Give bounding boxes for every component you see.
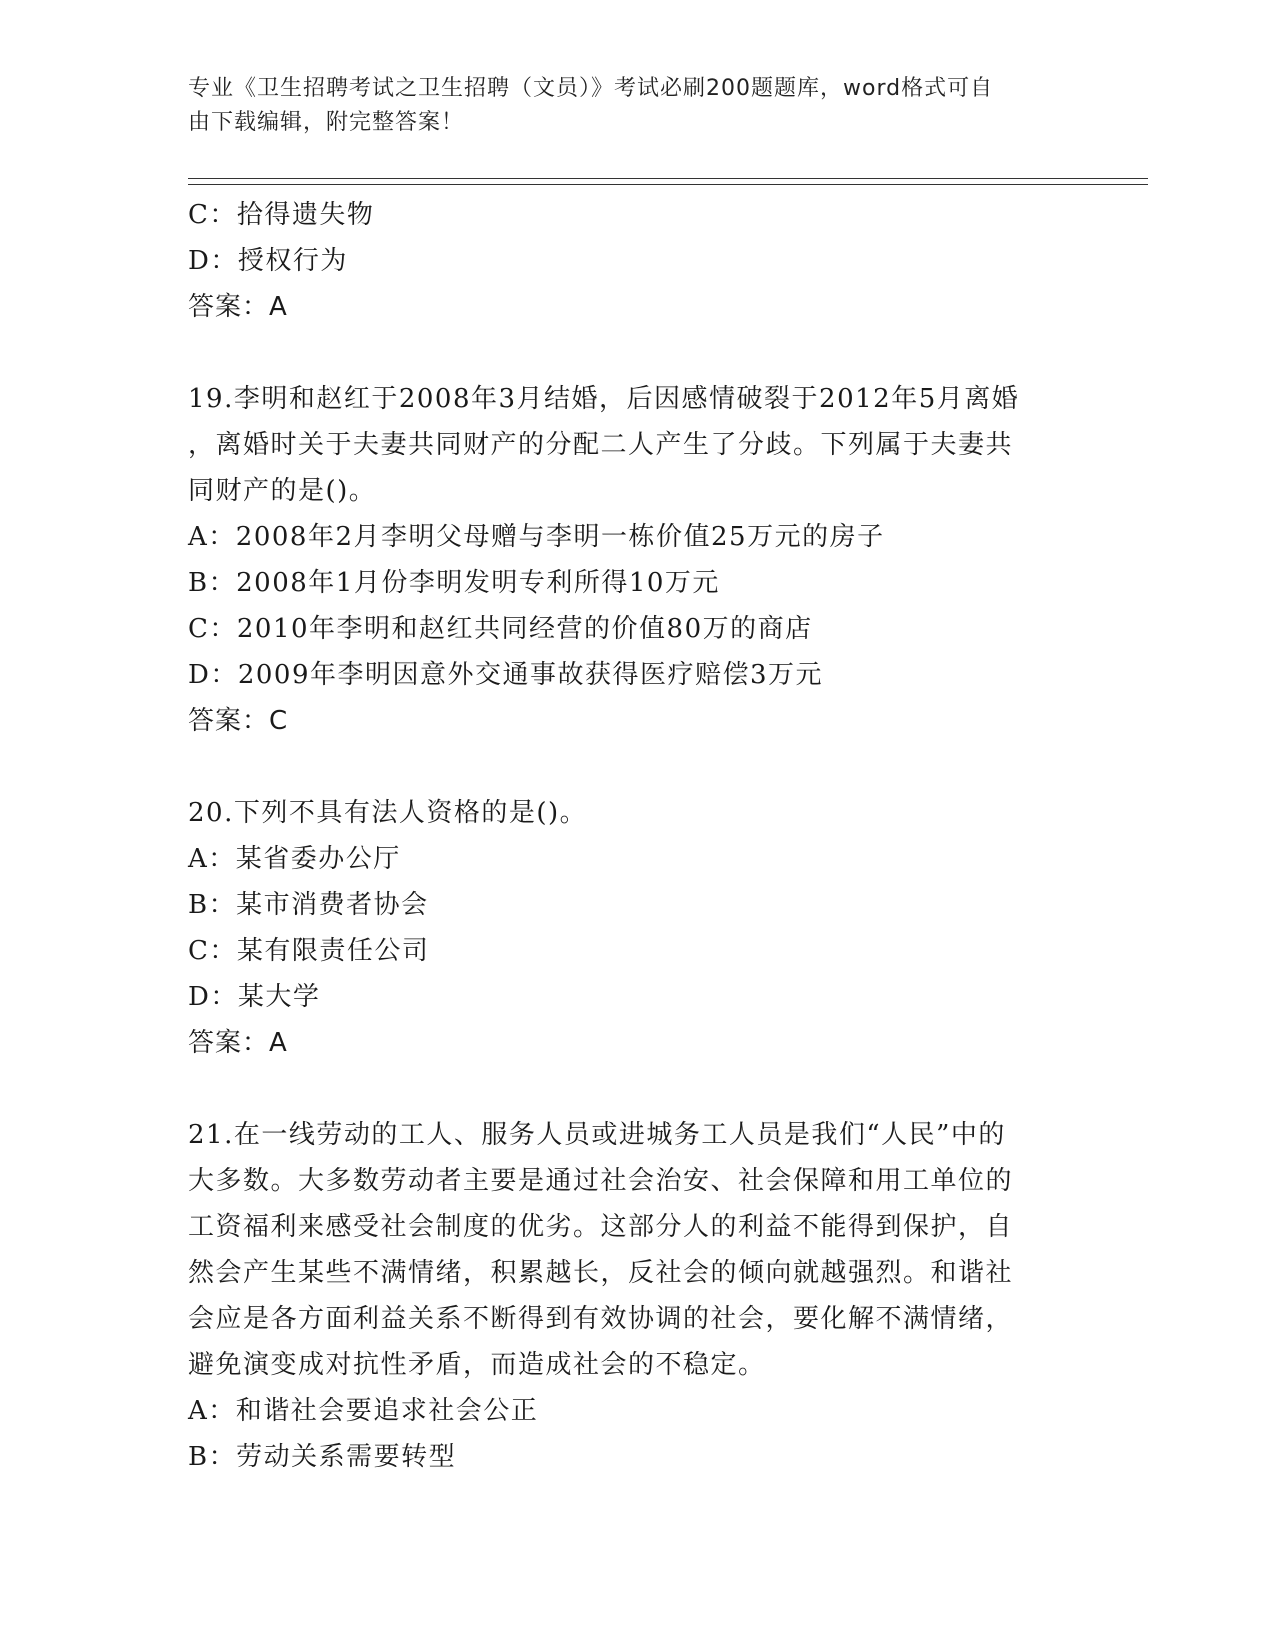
option-c: C：拾得遗失物	[188, 200, 375, 230]
question-20	[188, 790, 1088, 1066]
stem-line: 21.在一线劳动的工人、服务人员或进城务工人员是我们“人民”中的	[188, 1120, 1006, 1150]
stem-line: 19.李明和赵红于2008年3月结婚，后因感情破裂于2012年5月离婚	[188, 384, 1020, 414]
stem-line: 同财产的是()。	[188, 476, 377, 506]
option-b: B：2008年1月份李明发明专利所得10万元	[188, 568, 720, 598]
option-a: A：某省委办公厅	[188, 844, 401, 874]
question-stem	[188, 790, 1068, 836]
stem-line: ，离婚时关于夫妻共同财产的分配二人产生了分歧。下列属于夫妻共	[188, 430, 1014, 460]
header-line-1: 专业《卫生招聘考试之卫生招聘（文员）》考试必刷200题题库，word格式可自	[188, 76, 994, 101]
question-content	[188, 192, 1088, 1480]
spacer	[188, 744, 1088, 790]
header-divider-bottom	[188, 184, 1148, 185]
stem-line: 避免演变成对抗性矛盾，而造成社会的不稳定。	[188, 1350, 766, 1380]
option-d: D：2009年李明因意外交通事故获得医疗赔偿3万元	[188, 660, 824, 690]
stem-line: 大多数。大多数劳动者主要是通过社会治安、社会保障和用工单位的	[188, 1166, 1014, 1196]
option-a: A：2008年2月李明父母赠与李明一栋价值25万元的房子	[188, 522, 885, 552]
stem-line: 然会产生某些不满情绪，积累越长，反社会的倾向就越强烈。和谐社	[188, 1258, 1014, 1288]
question-19	[188, 376, 1088, 744]
header-divider-top	[188, 178, 1148, 179]
option-b: B：劳动关系需要转型	[188, 1442, 457, 1472]
answer-line: 答案：A	[188, 1028, 288, 1058]
question-21	[188, 1112, 1088, 1480]
option-b: B：某市消费者协会	[188, 890, 429, 920]
question-stem	[188, 1112, 1068, 1388]
option-c: C：某有限责任公司	[188, 936, 430, 966]
option-d: D：某大学	[188, 982, 321, 1012]
stem-line: 20.下列不具有法人资格的是()。	[188, 798, 588, 828]
spacer	[188, 330, 1088, 376]
spacer	[188, 1066, 1088, 1112]
option-d: D：授权行为	[188, 246, 348, 276]
header-line-2: 由下载编辑，附完整答案！	[188, 110, 465, 135]
document-header	[188, 72, 1078, 140]
option-a: A：和谐社会要追求社会公正	[188, 1396, 539, 1426]
question-18-tail	[188, 192, 1088, 330]
question-stem	[188, 376, 1068, 514]
stem-line: 会应是各方面利益关系不断得到有效协调的社会，要化解不满情绪，	[188, 1304, 1014, 1334]
option-c: C：2010年李明和赵红共同经营的价值80万的商店	[188, 614, 813, 644]
stem-line: 工资福利来感受社会制度的优劣。这部分人的利益不能得到保护，自	[188, 1212, 1014, 1242]
answer-line: 答案：C	[188, 706, 289, 736]
answer-line: 答案：A	[188, 292, 288, 322]
